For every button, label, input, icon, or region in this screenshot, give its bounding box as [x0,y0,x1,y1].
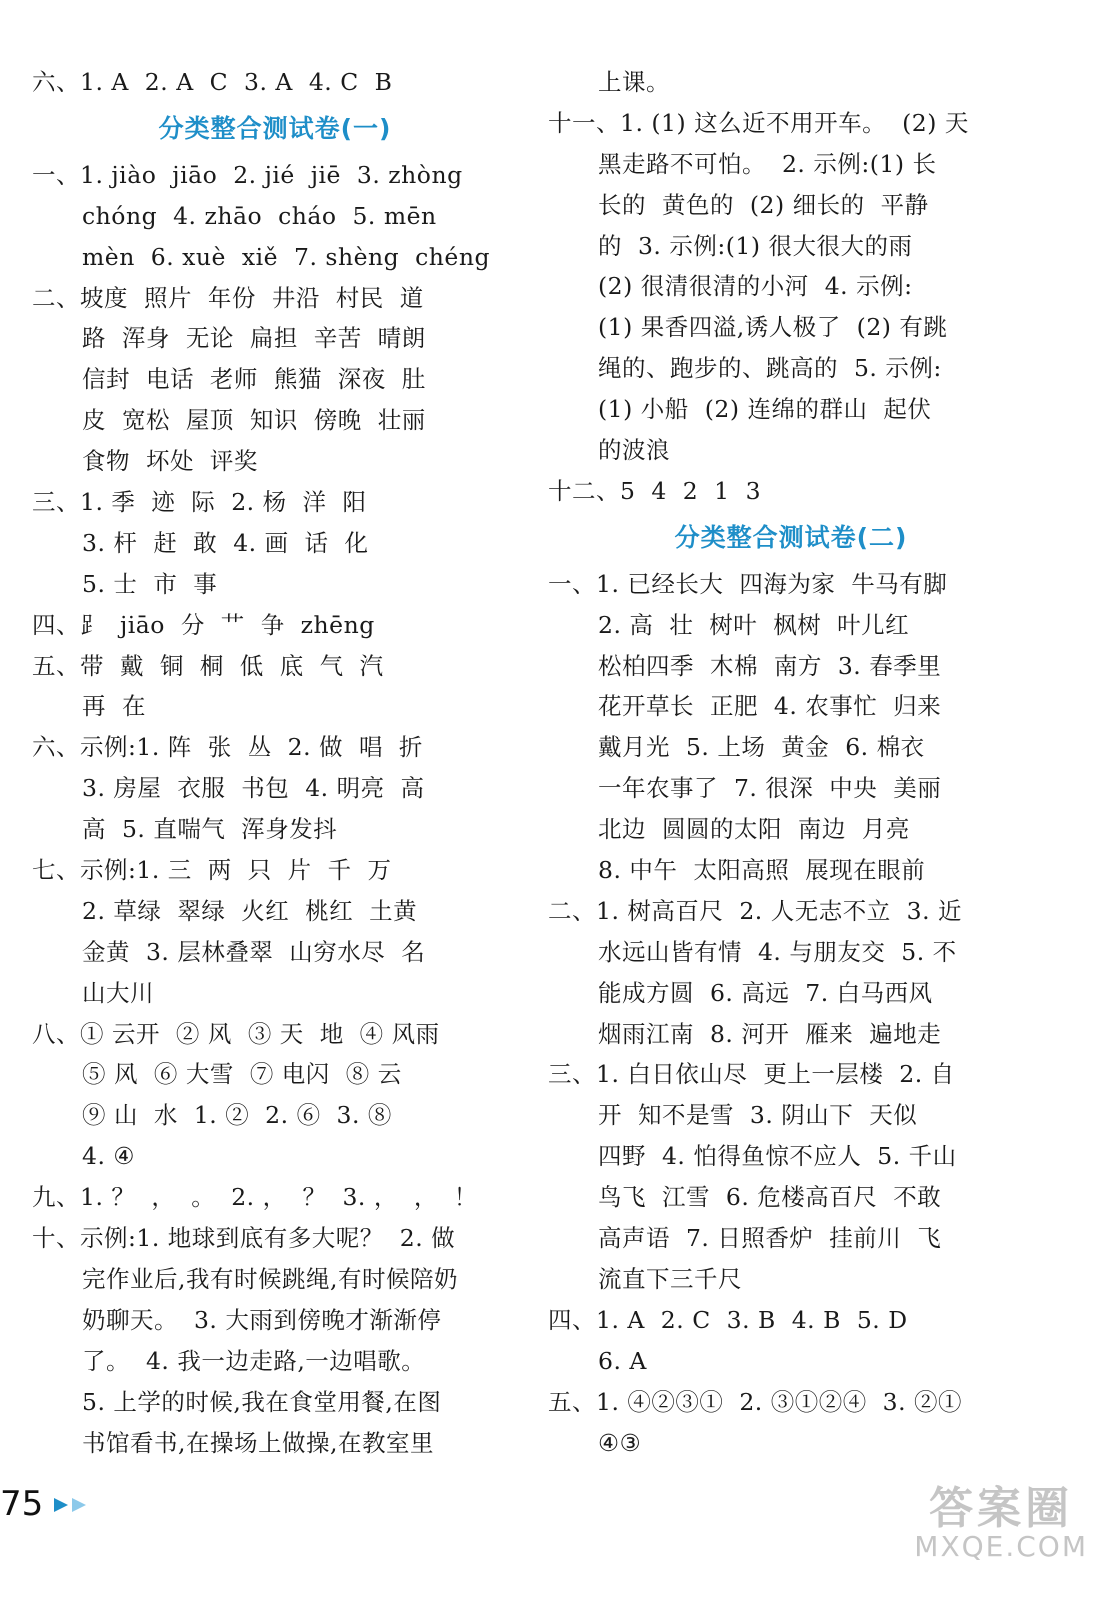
watermark-logo [914,1483,1088,1563]
answer-line: 一、1. jiào jiāo 2. jié jiē 3. zhòng [32,160,463,189]
answer-line: 十二、5 4 2 1 3 [548,476,762,505]
answer-line-continued: 金黄 3. 层林叠翠 山穷水尽 名 [82,937,426,966]
answer-line: 五、带 戴 铜 桐 低 底 气 汽 [32,651,384,680]
answer-line-continued: mèn 6. xuè xiě 7. shèng chéng [82,242,491,271]
answer-line-continued: 流直下三千尺 [598,1264,742,1293]
answer-line: 六、示例:1. 阵 张 丛 2. 做 唱 折 [32,733,423,762]
answer-line: 六、1. A 2. A C 3. A 4. C B [32,68,393,96]
answer-line-continued: ⑤ 风 ⑥ 大雪 ⑦ 电闪 ⑧ 云 [82,1060,402,1089]
answer-line-continued: 的 3. 示例:(1) 很大很大的雨 [598,231,913,260]
answer-line: 四、1. A 2. C 3. B 4. B 5. D [548,1305,908,1334]
answer-line-continued: ⑨ 山 水 1. ② 2. ⑥ 3. ⑧ [82,1101,392,1130]
answer-line-continued: (1) 小船 (2) 连绵的群山 起伏 [598,395,932,424]
answer-line-continued: 的波浪 [598,436,670,465]
answer-line-continued: 食物 坏处 评奖 [82,447,258,476]
answer-line-continued: 4. ④ [82,1142,135,1171]
answer-line-continued: 戴月光 5. 上场 黄金 6. 棉衣 [598,733,925,762]
answer-line: 五、1. ④②③① 2. ③①②④ 3. ②① [548,1387,963,1416]
answer-line-continued: 花开草长 正肥 4. 农事忙 归来 [598,692,942,721]
answer-line-continued: 北边 圆圆的太阳 南边 月亮 [598,815,910,844]
answer-line-continued: 3. 杆 赶 敢 4. 画 话 化 [82,528,369,557]
answer-line: 三、1. 白日依山尽 更上一层楼 2. 自 [548,1060,955,1089]
answer-column-left [32,62,518,1463]
watermark-url: MXQE.COM [914,1530,1088,1563]
answer-line-continued: 烟雨江南 8. 河开 雁来 遍地走 [598,1019,942,1048]
answer-line-continued: 5. 上学的时候,我在食堂用餐,在图 [82,1387,442,1416]
answer-line: 九、1. ？ ， 。 2. ， ？ 3. ， ， ！ [32,1183,478,1212]
answer-line-continued: 信封 电话 老师 熊猫 深夜 肚 [82,365,426,394]
answer-line-continued: (2) 很清很清的小河 4. 示例: [598,272,913,301]
answer-line: 二、坡度 照片 年份 井沿 村民 道 [32,283,424,312]
answer-line: 十、示例:1. 地球到底有多大呢？ 2. 做 [32,1224,456,1253]
answer-line: 一、1. 已经长大 四海为家 牛马有脚 [548,569,948,598]
answer-line: 八、① 云开 ② 风 ③ 天 地 ④ 风雨 [32,1019,440,1048]
answer-line: 三、1. 季 迹 际 2. 杨 洋 阳 [32,488,367,517]
watermark-text: 答案圈 [929,1483,1074,1534]
answer-line-continued: 皮 宽松 屋顶 知识 傍晚 壮丽 [82,406,426,435]
answer-line-continued: (1) 果香四溢,诱人极了 (2) 有跳 [598,313,948,342]
answer-line-continued: 上课。 [598,68,670,96]
answer-line-continued: 了。 4. 我一边走路,一边唱歌。 [82,1346,426,1375]
answer-line-continued: 2. 高 壮 树叶 枫树 叶儿红 [598,610,910,639]
answer-line: 二、1. 树高百尺 2. 人无志不立 3. 近 [548,896,963,925]
answer-line-continued: 6. A [598,1346,647,1375]
answer-line-continued: 山大川 [82,978,154,1007]
section-heading: 分类整合测试卷(二) [674,522,908,552]
answer-line: 十一、1. (1) 这么近不用开车。 (2) 天 [548,108,969,137]
answer-line-continued: 5. 士 市 事 [82,569,218,598]
double-arrow-icon [52,1495,92,1515]
answer-line-continued: 高声语 7. 日照香炉 挂前川 飞 [598,1224,942,1253]
answer-line-continued: 奶聊天。 3. 大雨到傍晚才渐渐停 [82,1305,442,1334]
answer-column-right [548,62,1034,1463]
answer-line-continued: 水远山皆有情 4. 与朋友交 5. 不 [598,937,957,966]
answer-line-continued: 黑走路不可怕。 2. 示例:(1) 长 [598,149,937,178]
answer-line-continued: 2. 草绿 翠绿 火红 桃红 土黄 [82,896,418,925]
answer-line: 四、⻊ jiāo 分 艹 争 zhēng [32,610,375,639]
answer-line-continued: 一年农事了 7. 很深 中央 美丽 [598,774,942,803]
answer-line-continued: ④③ [598,1428,642,1457]
answer-line-continued: 绳的、跑步的、跳高的 5. 示例: [598,354,942,383]
answer-line-continued: 路 浑身 无论 扁担 辛苦 晴朗 [82,324,426,353]
answer-line-continued: 8. 中午 太阳高照 展现在眼前 [598,856,926,885]
answer-line-continued: 长的 黄色的 (2) 细长的 平静 [598,190,929,219]
answer-line: 七、示例:1. 三 两 只 片 千 万 [32,856,392,885]
page-number: 75 [0,1484,44,1524]
answer-line-continued: 松柏四季 木棉 南方 3. 春季里 [598,651,942,680]
answer-line-continued: chóng 4. zhāo cháo 5. mēn [82,201,437,230]
answer-line-continued: 四野 4. 怕得鱼惊不应人 5. 千山 [598,1142,957,1171]
section-heading: 分类整合测试卷(一) [158,113,392,143]
answer-line-continued: 鸟飞 江雪 6. 危楼高百尺 不敢 [598,1183,942,1212]
answer-line-continued: 再 在 [82,692,146,721]
answer-line-continued: 3. 房屋 衣服 书包 4. 明亮 高 [82,774,425,803]
answer-line-continued: 完作业后,我有时候跳绳,有时候陪奶 [82,1264,458,1293]
answer-line-continued: 开 知不是雪 3. 阴山下 天似 [598,1101,918,1130]
answer-line-continued: 高 5. 直喘气 浑身发抖 [82,815,338,844]
answer-line-continued: 书馆看书,在操场上做操,在教室里 [82,1428,434,1457]
answer-line-continued: 能成方圆 6. 高远 7. 白马西风 [598,978,933,1007]
